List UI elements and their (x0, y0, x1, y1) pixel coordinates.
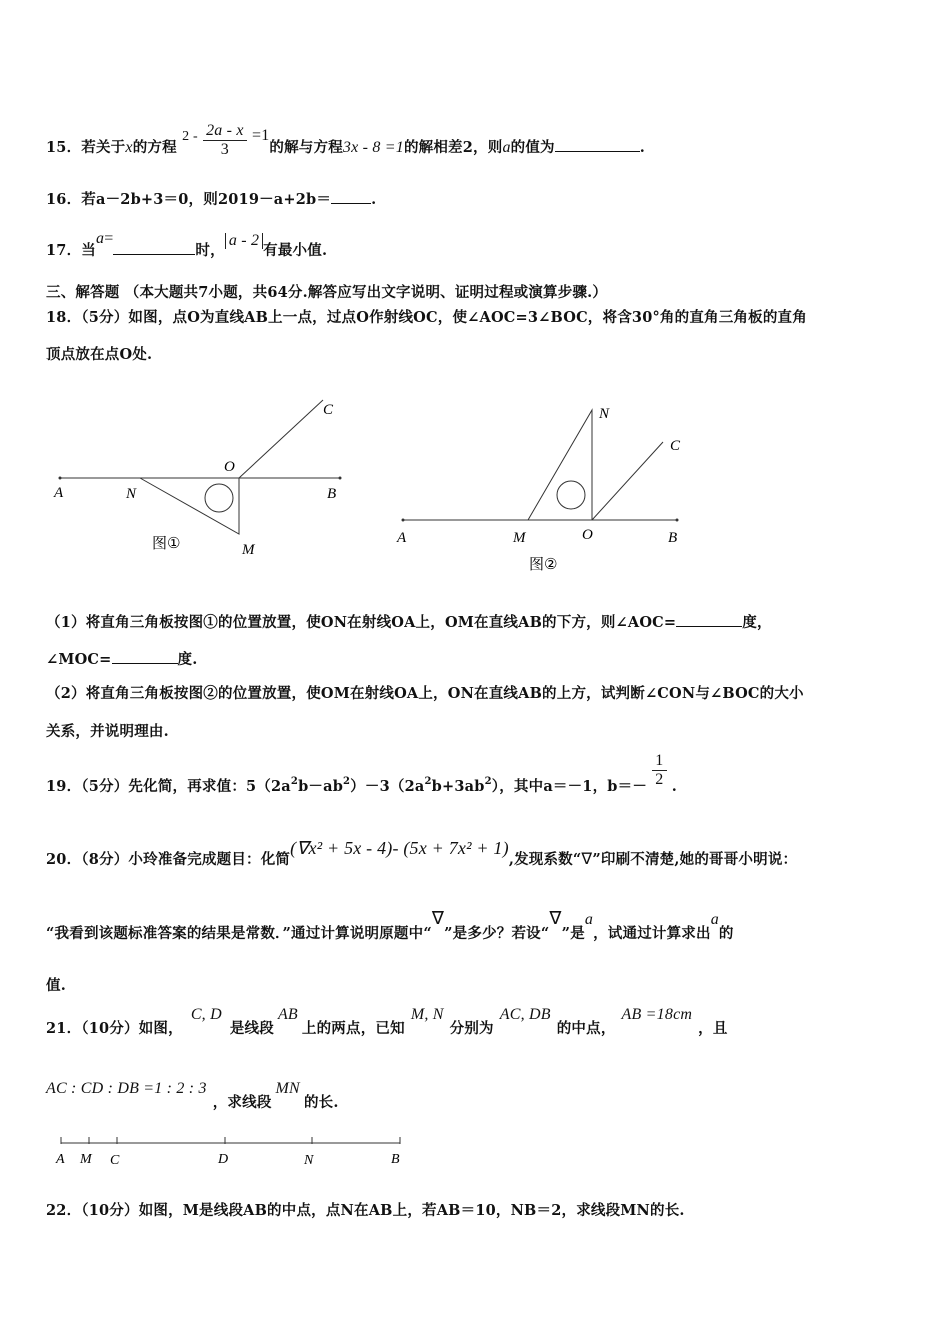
q20-text2: ”印刷不清楚,她的哥哥小明说： (592, 851, 798, 868)
q20-nabla: ∇ (581, 851, 593, 868)
q18-sub1-blank1 (676, 612, 742, 627)
q18-sub1-a: （1）将直角三角板按图①的位置放置，使ON在射线OA上，OM在直线AB的下方，则∠AOC= (46, 614, 677, 631)
q17-prefix: 17．当 (46, 242, 96, 259)
fig2-label-N: N (599, 406, 610, 422)
q20-line2-e: 的 (718, 925, 734, 942)
question-19 (46, 752, 677, 796)
q17-abs-expr: a - 2 (225, 233, 263, 249)
q20-nabla-2: ∇ (431, 908, 445, 928)
q17-text2: 有最小值. (263, 242, 328, 259)
q15-eq1-rhs: =1 (251, 127, 270, 144)
q15-text4: 的值为 (510, 139, 555, 156)
q15-fraction (203, 122, 247, 159)
q16-expr: 2019－a+2b＝ (217, 191, 332, 208)
q15-frac-num: 2a - x (203, 122, 247, 141)
q15-text1: 的方程 (132, 139, 177, 156)
q17-eq: = (104, 230, 114, 247)
q18-sub1-line2 (46, 648, 197, 669)
fig1-label-C: C (323, 402, 334, 418)
q21-t2: 上的两点，已知 (301, 1020, 405, 1037)
q15-text3: 的解相差2，则 (403, 139, 503, 156)
q15-prefix: 15．若关于 (46, 139, 126, 156)
q15-eq2: 3x - 8 =1 (342, 139, 404, 156)
seg-label-C: C (110, 1153, 120, 1168)
q19-p3: ）－3（2a (350, 778, 425, 795)
q15-end: . (639, 139, 645, 156)
question-21-line1 (46, 1006, 728, 1038)
q20-text1: ,发现系数“ (508, 851, 582, 868)
fig1-label-B: B (327, 486, 337, 502)
seg-label-N: N (304, 1153, 314, 1168)
q16-prefix: 16．若 (46, 191, 96, 208)
fig2-label-A: A (397, 530, 407, 546)
q21-mn2: MN (275, 1080, 300, 1097)
q16-eq: a－2b+3＝0 (95, 191, 189, 208)
q19-sup2: 2 (343, 776, 351, 787)
q21-prefix: 21．（10分）如图， (46, 1020, 183, 1037)
question-20-line1 (46, 838, 797, 869)
q21-acdb: AC, DB (499, 1006, 551, 1023)
seg-label-B: B (391, 1152, 400, 1167)
q21-len: AB =18cm (621, 1006, 693, 1023)
q18-line2: 顶点放在点O处. (46, 346, 153, 363)
q18-figure-1 (48, 392, 358, 567)
fig2-caption: 图② (529, 555, 558, 573)
q20-prefix: 20．（8分）小玲准备完成题目：化简 (46, 851, 291, 868)
q20-line2-b: ”是多少？若设“ (444, 925, 550, 942)
fig1-label-N: N (126, 486, 137, 502)
q21-ratio: AC : CD : DB =1 : 2 : 3 (46, 1080, 207, 1097)
fig2-label-C: C (670, 438, 681, 454)
q21-t3: 分别为 (449, 1020, 494, 1037)
question-20-line2 (46, 908, 734, 943)
q18-sub1-d: 度. (177, 651, 198, 668)
q20-expr: (∇x² + 5x - 4)- (5x + 7x² + 1) (290, 838, 509, 858)
q20-var-a: a (584, 911, 594, 928)
q15-var-x: x (125, 139, 133, 156)
section-3-title: 三、解答题 （本大题共7小题，共64分.解答应写出文字说明、证明过程或演算步骤.） (46, 284, 608, 301)
q17-text1: 时， (195, 242, 225, 259)
question-21-line2 (46, 1080, 339, 1112)
q21-t7: 的长. (303, 1094, 339, 1111)
seg-label-A: A (56, 1152, 65, 1167)
q16-answer-blank (331, 189, 371, 204)
q15-eq1-lead: 2 - (182, 129, 198, 144)
q16-end: . (371, 191, 377, 208)
q21-cd: C, D (190, 1006, 222, 1023)
question-22: 22．（10分）如图，M是线段AB的中点，点N在AB上，若AB＝10，NB＝2，求线段MN的长. (46, 1202, 685, 1219)
q18-sub1-blank2 (112, 649, 178, 664)
fig2-label-M: M (513, 530, 526, 546)
q21-t1: 是线段 (229, 1020, 274, 1037)
seg-label-M: M (80, 1152, 92, 1167)
q19-p1: 19．（5分）先化简，再求值：5（2a (46, 778, 291, 795)
q19-fraction (652, 752, 666, 789)
q15-answer-blank (555, 137, 640, 152)
q21-ab: AB (277, 1006, 298, 1023)
q20-line2-c: ”是 (561, 925, 585, 942)
question-16 (46, 188, 376, 209)
q15-frac-den: 3 (220, 141, 229, 158)
q18-sub2-line2: 关系，并说明理由. (46, 723, 169, 740)
q19-frac-num: 1 (652, 752, 666, 771)
q20-line2-a: “我看到该题标准答案的结果是常数．”通过计算说明原题中“ (46, 925, 432, 942)
fig2-label-O: O (582, 527, 593, 543)
q18-sub1-c: ∠MOC= (46, 651, 112, 668)
q18-line1: 18．（5分）如图，点O为直线AB上一点，过点O作射线OC，使∠AOC=3∠BOC，将含30°角的直角三角板的直角 (46, 309, 807, 326)
q18-figure-2 (395, 400, 695, 580)
q15-text2: 的解与方程 (269, 139, 343, 156)
q19-p5: ），其中a＝－1，b＝－ (491, 778, 648, 795)
q20-line2-d: ，试通过计算求出 (593, 925, 711, 942)
q19-frac-den: 2 (655, 771, 664, 788)
q21-t4: 的中点， (556, 1020, 616, 1037)
q17-var-a: a (95, 230, 105, 247)
q18-sub1-line1 (46, 611, 772, 632)
q19-sup4: 2 (484, 776, 492, 787)
fig1-label-A: A (54, 485, 64, 501)
q21-t5: ，且 (698, 1020, 728, 1037)
q19-end: . (671, 778, 677, 795)
q21-segment-figure (50, 1132, 410, 1172)
q21-t6: ，求线段 (212, 1094, 272, 1111)
q19-sup3: 2 (424, 776, 432, 787)
q18-sub2-line1: （2）将直角三角板按图②的位置放置，使OM在射线OA上，ON在直线AB的上方，试判断∠CON与∠BOC的大小 (46, 685, 804, 702)
q19-p4: b+3ab (431, 778, 485, 795)
q19-p2: b－ab (298, 778, 344, 795)
fig2-label-B: B (668, 530, 678, 546)
q18-sub1-b: 度， (742, 614, 772, 631)
q20-var-a-2: a (710, 911, 719, 928)
q20-nabla-3: ∇ (549, 908, 562, 928)
question-17 (46, 230, 327, 260)
q16-mid: ，则 (188, 191, 218, 208)
fig1-label-O: O (224, 459, 235, 475)
seg-label-D: D (218, 1152, 229, 1167)
question-20-line3: 值. (46, 977, 66, 994)
fig1-label-M: M (242, 542, 255, 558)
fig1-caption: 图① (152, 534, 181, 552)
q21-mn: M, N (410, 1006, 444, 1023)
q19-sup1: 2 (290, 776, 299, 787)
q15-var-a: a (502, 139, 511, 156)
q17-answer-blank (113, 240, 195, 255)
question-15 (46, 122, 645, 159)
